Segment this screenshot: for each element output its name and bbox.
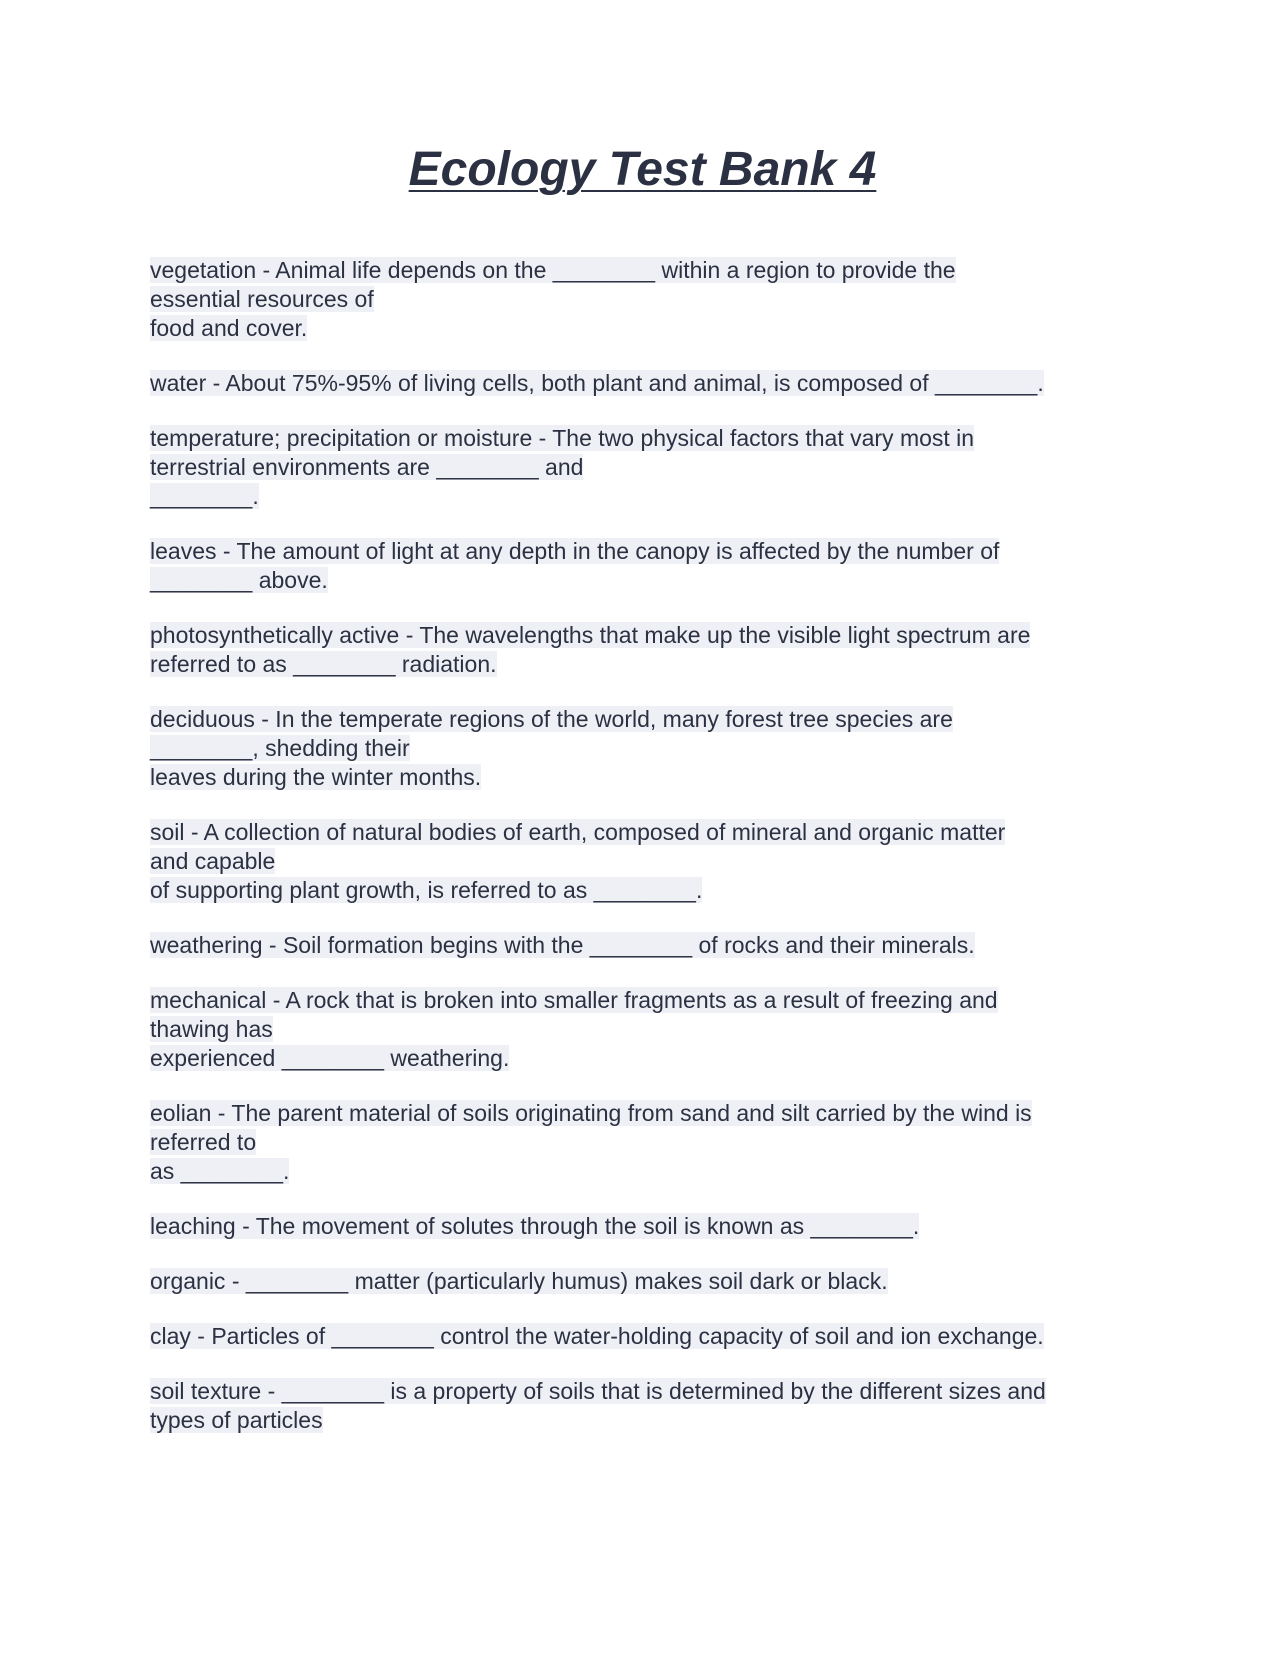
entry-text: food and cover.	[150, 315, 308, 341]
entry-line	[150, 537, 1135, 566]
entry-line	[150, 621, 1135, 650]
entry-line	[150, 285, 1135, 314]
entry-line	[150, 763, 1135, 792]
entry-line	[150, 1212, 1135, 1241]
entry-text: ________, shedding their	[150, 735, 410, 761]
entry-text: eolian - The parent material of soils originating from sand and silt carried by the wind is	[150, 1100, 1032, 1126]
entry-text: temperature; precipitation or moisture - The two physical factors that vary most in	[150, 425, 975, 451]
question-entry	[150, 1212, 1135, 1241]
entry-line	[150, 1406, 1135, 1435]
entry-line	[150, 566, 1135, 595]
entry-line	[150, 847, 1135, 876]
entry-line	[150, 876, 1135, 905]
entry-text: referred to as ________ radiation.	[150, 651, 497, 677]
entry-text: water - About 75%-95% of living cells, both plant and animal, is composed of ________.	[150, 370, 1044, 396]
entry-text: ________ above.	[150, 567, 328, 593]
entry-line	[150, 256, 1135, 285]
entry-line	[150, 1157, 1135, 1186]
entry-line	[150, 1322, 1135, 1351]
entry-text: of supporting plant growth, is referred to as ________.	[150, 877, 703, 903]
entry-line	[150, 314, 1135, 343]
question-entry	[150, 818, 1135, 905]
question-entry	[150, 931, 1135, 960]
question-entry	[150, 256, 1135, 343]
entry-text: experienced ________ weathering.	[150, 1045, 510, 1071]
entry-line	[150, 986, 1135, 1015]
question-entry	[150, 986, 1135, 1073]
entry-text: and capable	[150, 848, 276, 874]
entry-text: soil texture - ________ is a property of soils that is determined by the different sizes and	[150, 1378, 1046, 1404]
entry-line	[150, 1128, 1135, 1157]
document-page	[150, 140, 1135, 1461]
entry-line	[150, 650, 1135, 679]
document-title: Ecology Test Bank 4	[408, 143, 877, 196]
entry-line	[150, 1377, 1135, 1406]
entry-text: weathering - Soil formation begins with the ________ of rocks and their minerals.	[150, 932, 975, 958]
question-entry	[150, 424, 1135, 511]
entry-text: thawing has	[150, 1016, 273, 1042]
entry-text: terrestrial environments are ________ and	[150, 454, 584, 480]
entry-line	[150, 1044, 1135, 1073]
entry-line	[150, 734, 1135, 763]
question-entry	[150, 621, 1135, 679]
entry-line	[150, 482, 1135, 511]
question-entry	[150, 369, 1135, 398]
question-entry	[150, 1377, 1135, 1435]
entry-text: soil - A collection of natural bodies of earth, composed of mineral and organic matter	[150, 819, 1006, 845]
entry-line	[150, 453, 1135, 482]
entry-line	[150, 818, 1135, 847]
entry-text: photosynthetically active - The wavelengths that make up the visible light spectrum are	[150, 622, 1031, 648]
entry-line	[150, 369, 1135, 398]
question-entry	[150, 537, 1135, 595]
question-entry	[150, 1267, 1135, 1296]
entry-text: organic - ________ matter (particularly humus) makes soil dark or black.	[150, 1268, 888, 1294]
question-list	[150, 256, 1135, 1435]
entry-text: vegetation - Animal life depends on the ________ within a region to provide the	[150, 257, 956, 283]
entry-text: deciduous - In the temperate regions of the world, many forest tree species are	[150, 706, 953, 732]
entry-line	[150, 931, 1135, 960]
entry-text: leaves during the winter months.	[150, 764, 482, 790]
entry-line	[150, 705, 1135, 734]
question-entry	[150, 705, 1135, 792]
entry-line	[150, 1015, 1135, 1044]
entry-line	[150, 1099, 1135, 1128]
entry-line	[150, 1267, 1135, 1296]
entry-text: as ________.	[150, 1158, 290, 1184]
entry-text: clay - Particles of ________ control the water-holding capacity of soil and ion exchange.	[150, 1323, 1044, 1349]
entry-text: referred to	[150, 1129, 257, 1155]
entry-text: ________.	[150, 483, 259, 509]
entry-text: leaching - The movement of solutes through the soil is known as ________.	[150, 1213, 920, 1239]
question-entry	[150, 1322, 1135, 1351]
entry-text: leaves - The amount of light at any depth in the canopy is affected by the number of	[150, 538, 1000, 564]
entry-line	[150, 424, 1135, 453]
entry-text: mechanical - A rock that is broken into smaller fragments as a result of freezing and	[150, 987, 998, 1013]
entry-text: types of particles	[150, 1407, 323, 1433]
question-entry	[150, 1099, 1135, 1186]
entry-text: essential resources of	[150, 286, 374, 312]
